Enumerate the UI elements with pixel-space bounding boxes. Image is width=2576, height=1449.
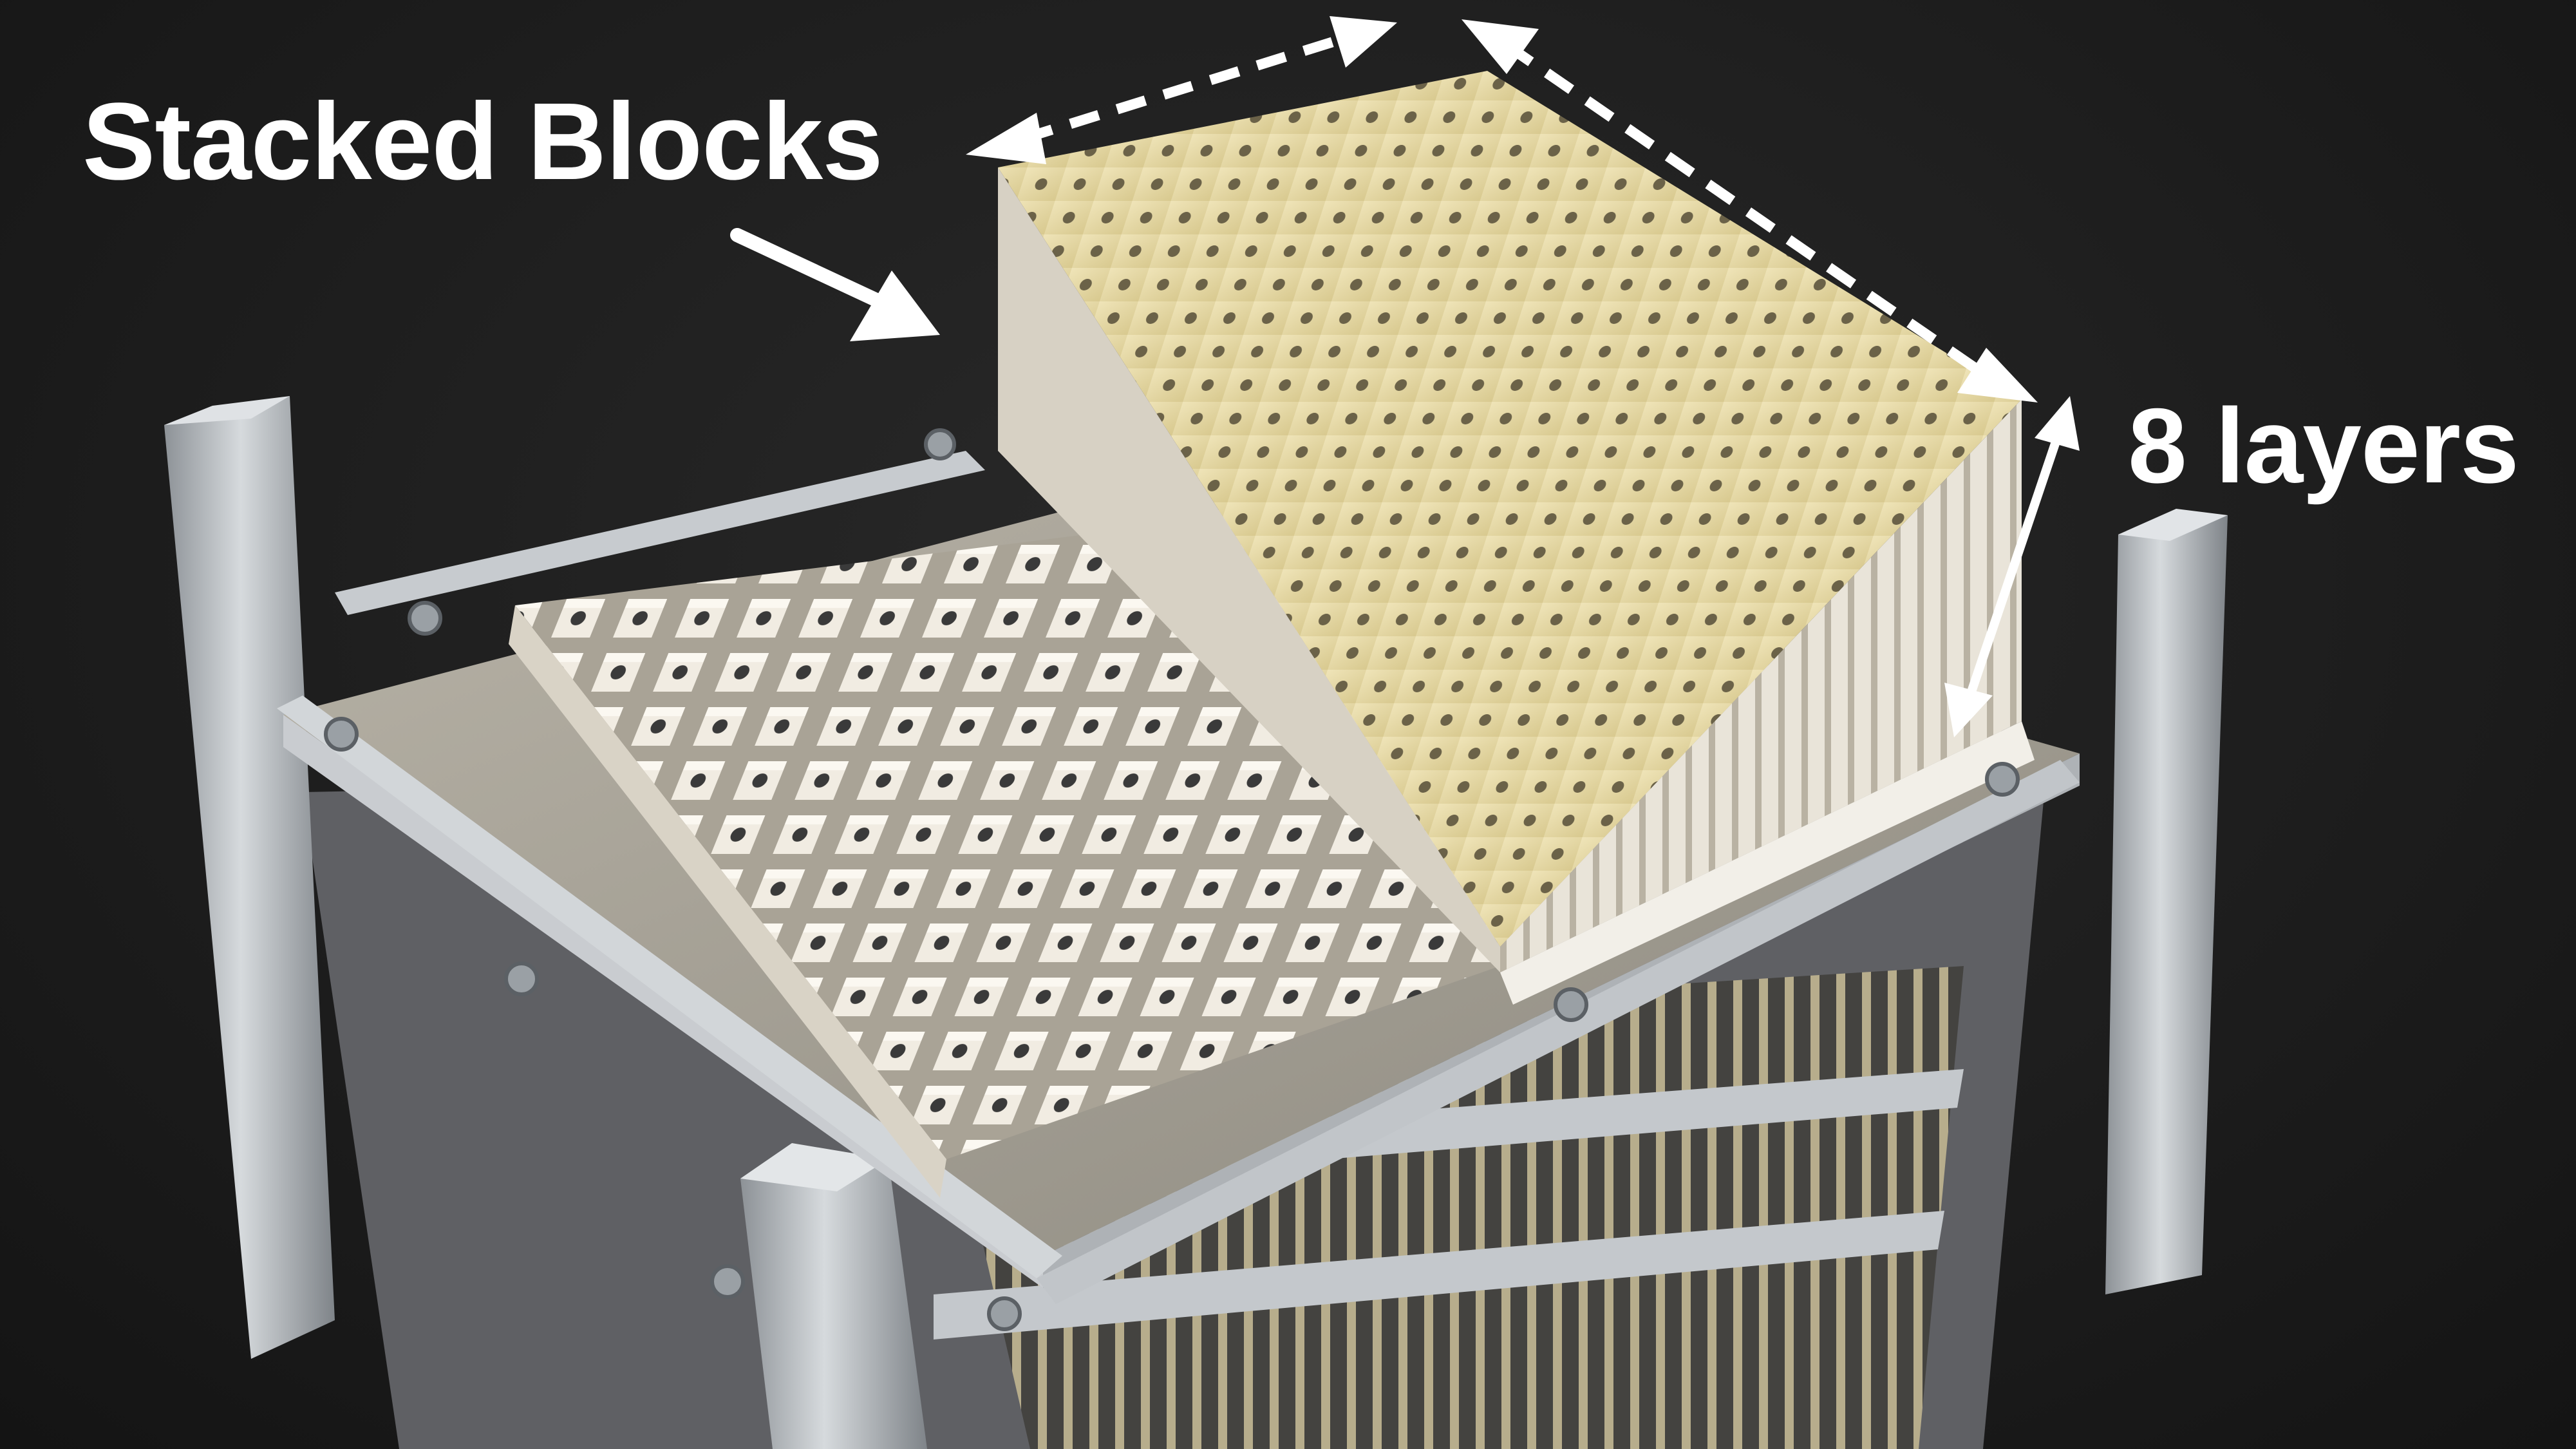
arrow-to-stacked-blocks [737,235,940,341]
frame-right-post [2105,509,2228,1294]
stacked-blocks-label: Stacked Blocks [82,80,883,203]
layers-count-label: 8 layers [2128,386,2519,505]
